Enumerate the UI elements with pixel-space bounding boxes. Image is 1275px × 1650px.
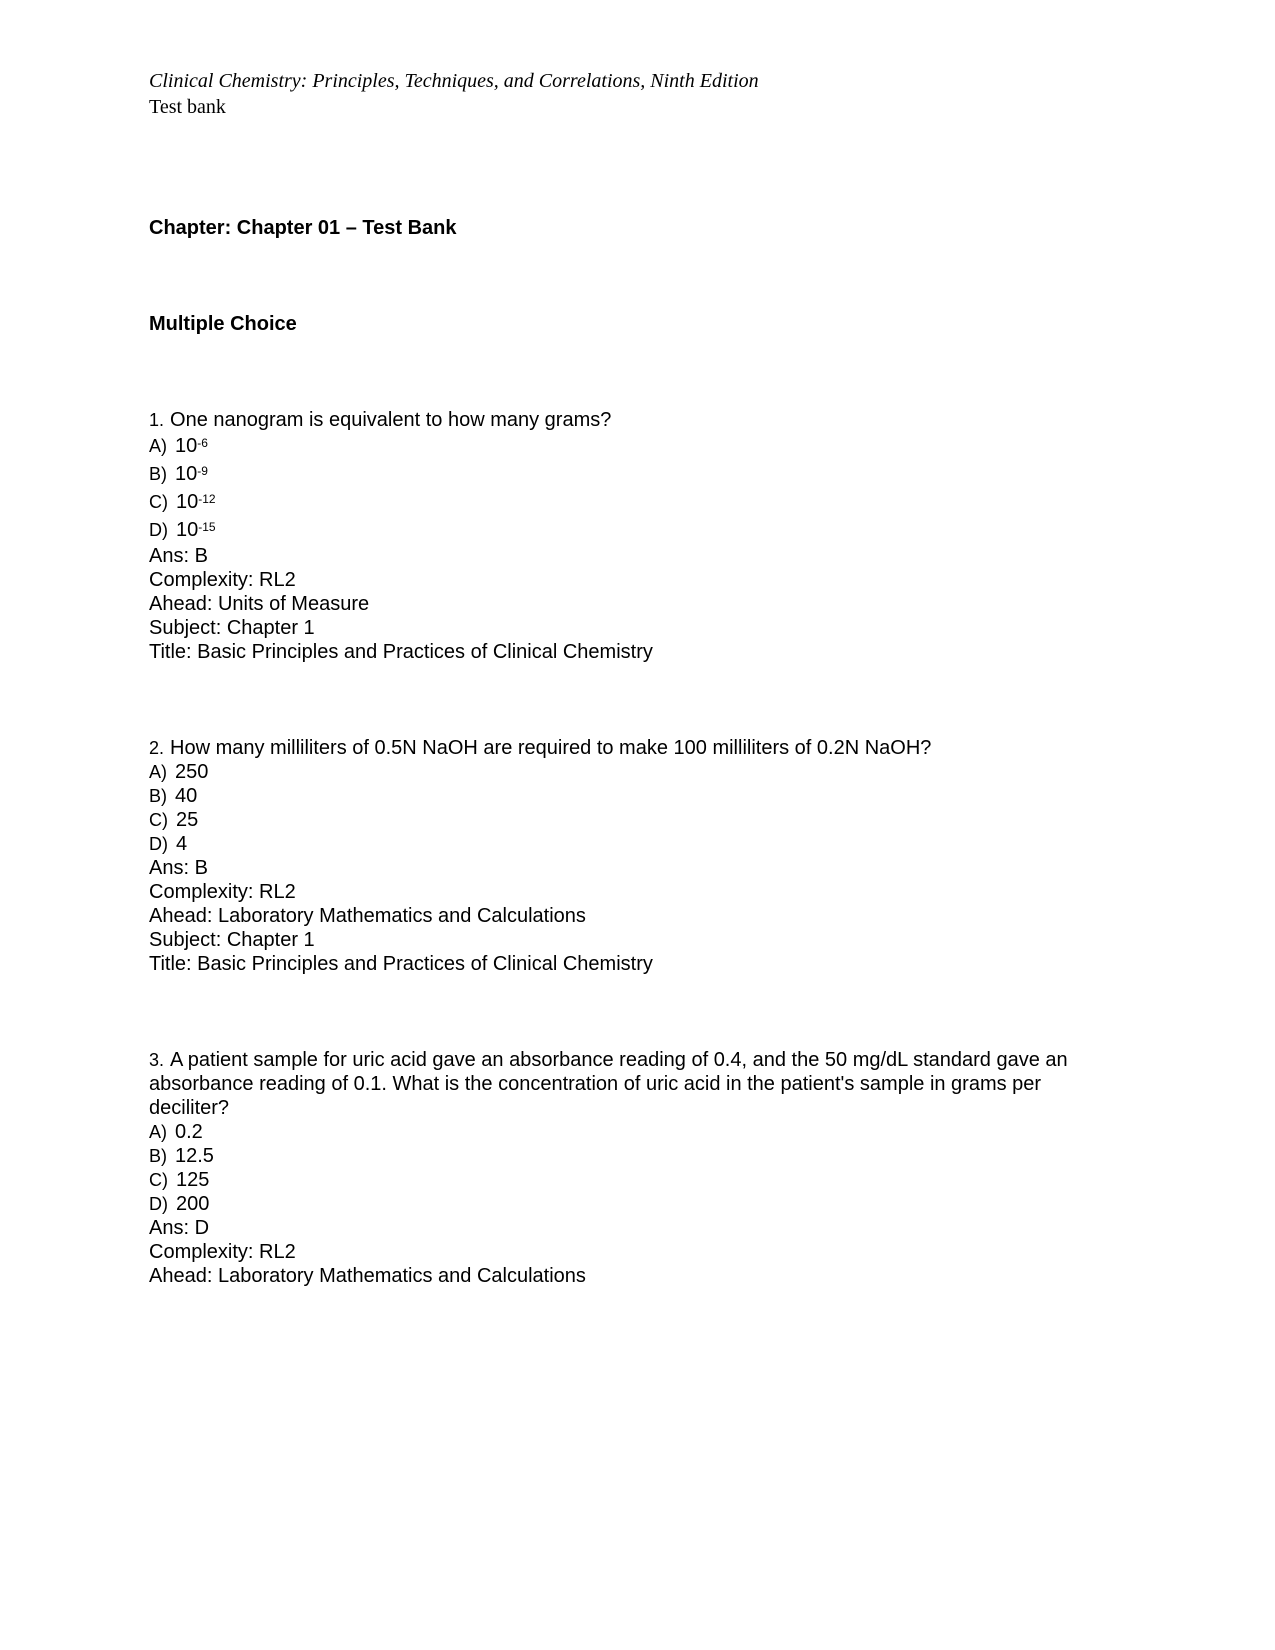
choice-value: 125 — [176, 1169, 210, 1191]
choice-base: 10 — [176, 519, 199, 541]
book-subtitle: Test bank — [149, 96, 226, 118]
question-number: 3. — [149, 1050, 165, 1070]
section-heading: Multiple Choice — [149, 313, 297, 335]
choice-c — [149, 1168, 1099, 1192]
book-title: Clinical Chemistry: Principles, Techniques, and Correlations, Ninth Edition — [149, 70, 759, 92]
subject: Subject: Chapter 1 — [149, 929, 315, 951]
choice-value: 25 — [176, 809, 199, 831]
choice-c — [149, 488, 1099, 516]
choice-b — [149, 460, 1099, 488]
choice-a — [149, 760, 1099, 784]
complexity: Complexity: RL2 — [149, 881, 296, 903]
choice-b — [149, 784, 1099, 808]
chapter-heading: Chapter: Chapter 01 – Test Bank — [149, 217, 457, 239]
subject: Subject: Chapter 1 — [149, 617, 315, 639]
choice-base: 10 — [175, 463, 198, 485]
question-number: 1. — [149, 410, 165, 430]
ahead: Ahead: Laboratory Mathematics and Calculations — [149, 905, 586, 927]
title: Title: Basic Principles and Practices of Clinical Chemistry — [149, 641, 653, 663]
choice-letter: D) — [149, 1194, 168, 1214]
answer: Ans: B — [149, 545, 208, 567]
choice-exponent: -12 — [198, 492, 216, 506]
choice-letter: C) — [149, 1170, 168, 1190]
question-text: A patient sample for uric acid gave an absorbance reading of 0.4, and the 50 mg/dL standard gave an absorbance reading of 0.1. What is the concentration of uric acid in the patient's sample in grams per deciliter? — [149, 1049, 1068, 1119]
complexity: Complexity: RL2 — [149, 1241, 296, 1263]
choice-letter: B) — [149, 464, 167, 484]
ahead: Ahead: Laboratory Mathematics and Calculations — [149, 1265, 586, 1287]
choice-letter: D) — [149, 520, 168, 540]
choice-letter: B) — [149, 786, 167, 806]
choice-a — [149, 1120, 1099, 1144]
choice-letter: C) — [149, 810, 168, 830]
choice-letter: A) — [149, 762, 167, 782]
question-number: 2. — [149, 738, 165, 758]
choice-base: 10 — [175, 435, 198, 457]
choice-letter: C) — [149, 492, 168, 512]
choice-letter: D) — [149, 834, 168, 854]
choice-value: 250 — [175, 761, 209, 783]
question-stem — [149, 736, 1099, 760]
choice-exponent: -15 — [198, 520, 216, 534]
choice-letter: A) — [149, 436, 167, 456]
choice-value: 12.5 — [175, 1145, 214, 1167]
ahead: Ahead: Units of Measure — [149, 593, 370, 615]
complexity: Complexity: RL2 — [149, 569, 296, 591]
answer: Ans: B — [149, 857, 208, 879]
choice-exponent: -6 — [197, 436, 208, 450]
choice-value: 200 — [176, 1193, 210, 1215]
question-3 — [149, 1048, 1099, 1288]
choice-value: 40 — [175, 785, 198, 807]
choice-base: 10 — [176, 491, 199, 513]
title: Title: Basic Principles and Practices of Clinical Chemistry — [149, 953, 653, 975]
question-stem — [149, 1048, 1099, 1120]
choice-letter: A) — [149, 1122, 167, 1142]
question-stem — [149, 408, 1099, 432]
question-text: One nanogram is equivalent to how many grams? — [170, 409, 612, 431]
choice-a — [149, 432, 1099, 460]
choice-c — [149, 808, 1099, 832]
question-2 — [149, 736, 1099, 976]
document-page — [149, 68, 1099, 1287]
choice-d — [149, 832, 1099, 856]
choice-value: 0.2 — [175, 1121, 203, 1143]
choice-value: 4 — [176, 833, 188, 855]
choice-d — [149, 516, 1099, 544]
choice-b — [149, 1144, 1099, 1168]
answer: Ans: D — [149, 1217, 210, 1239]
question-1 — [149, 408, 1099, 664]
choice-exponent: -9 — [197, 464, 208, 478]
question-text: How many milliliters of 0.5N NaOH are required to make 100 milliliters of 0.2N NaOH? — [170, 737, 932, 759]
choice-d — [149, 1192, 1099, 1216]
choice-letter: B) — [149, 1146, 167, 1166]
